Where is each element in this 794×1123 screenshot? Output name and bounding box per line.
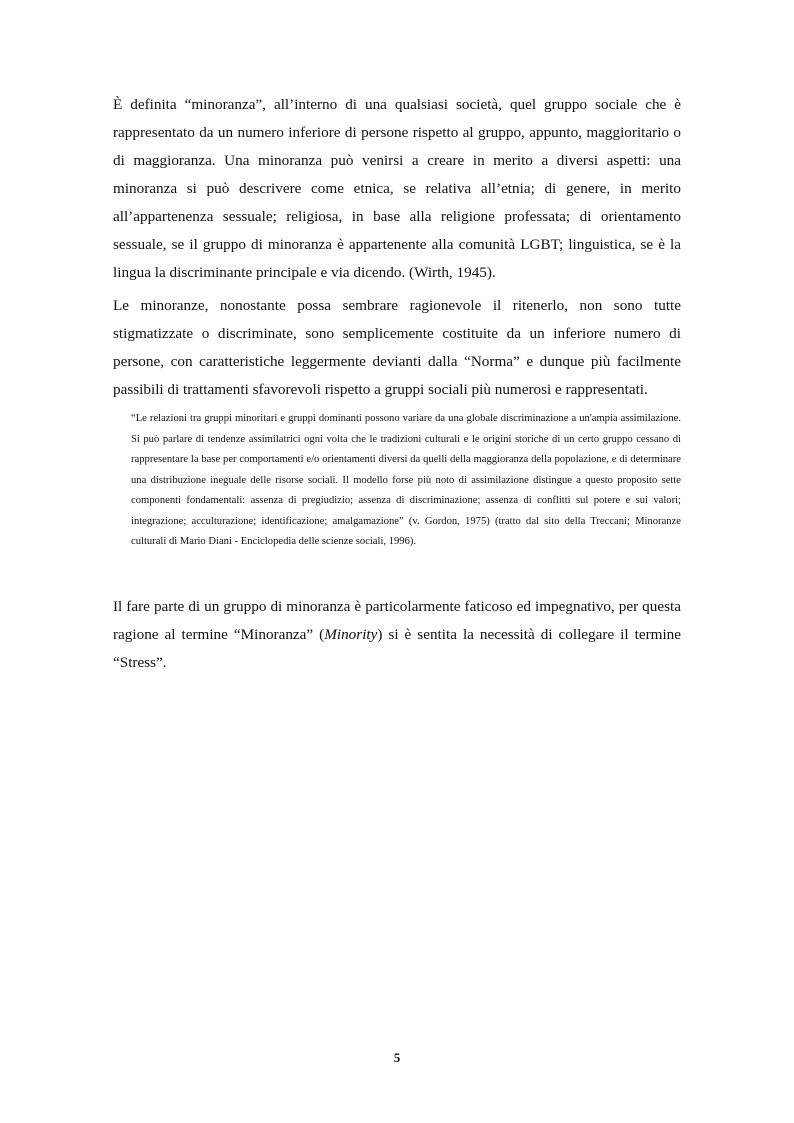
paragraph-text: È definita “minoranza”, all’interno di una qualsiasi società, quel gruppo sociale che è rappresentato da un numero inferiore di persone rispetto al gruppo, appunto, maggioritario o di maggioranza. Una minoranza può venirsi a creare in merito a diversi aspetti: una minoranza si può descrivere come etnica, se relativa all’etnia; di genere, in merito all’appartenenza sessuale; religiosa, in base alla religione professata; di orientamento sessuale, se il gruppo di minoranza è appartenente alla comunità LGBT; linguistica, se è la lingua la discriminante principale e via dicendo. (Wirth, 1945).	[113, 96, 681, 281]
paragraph-text-end: ) si è sentita la necessità di collegare il termine “Stress”.	[113, 626, 682, 671]
paragraph-text: Le minoranze, nonostante possa sembrare ragionevole il ritenerlo, non sono tutte stigmatizzate o discriminate, sono semplicemente costituite da un inferiore numero di persone, con caratteristiche leggermente devianti dalla “Norma” e dunque più facilmente passibili di trattamenti sfavorevoli rispetto a gruppi sociali più numerosi e rappresentati.	[113, 297, 681, 398]
paragraph-text-start: Il fare parte di un gruppo di minoranza è particolarmente faticoso ed impegnativo, per questa ragione al termine “Minoranza” (	[113, 598, 681, 643]
paragraph-minority-stress	[113, 593, 681, 677]
emphasis-minority: Minority	[324, 626, 378, 643]
paragraph-text	[113, 593, 681, 677]
paragraph-minority-definition	[113, 91, 681, 287]
page-number: 5	[393, 1050, 401, 1065]
paragraph-minority-stigma	[113, 292, 681, 404]
block-quote-gordon: “Le relazioni tra gruppi minoritari e gruppi dominanti possono variare da una globale discriminazione a un'ampia assimilazione. Si può parlare di tendenze assimilatrici ogni volta che le tradizioni culturali e le origini storiche di un certo gruppo cessano di rappresentare la base per comportamenti e/o orientamenti diversi da quelli della maggioranza della popolazione, e di determinare una distribuzione ineguale delle risorse sociali. Il modello forse più noto di assimilazione distingue a questo proposito sette componenti fondamentali: assenza di pregiudizio; assenza di discriminazione; assenza di conflitti sul potere e sui valori; integrazione; acculturazione; identificazione; amalgamazione” (v. Gordon, 1975) (tratto dal sito della Treccani; Minoranze culturali di Mario Diani - Enciclopedia delle scienze sociali, 1996).	[131, 413, 681, 547]
